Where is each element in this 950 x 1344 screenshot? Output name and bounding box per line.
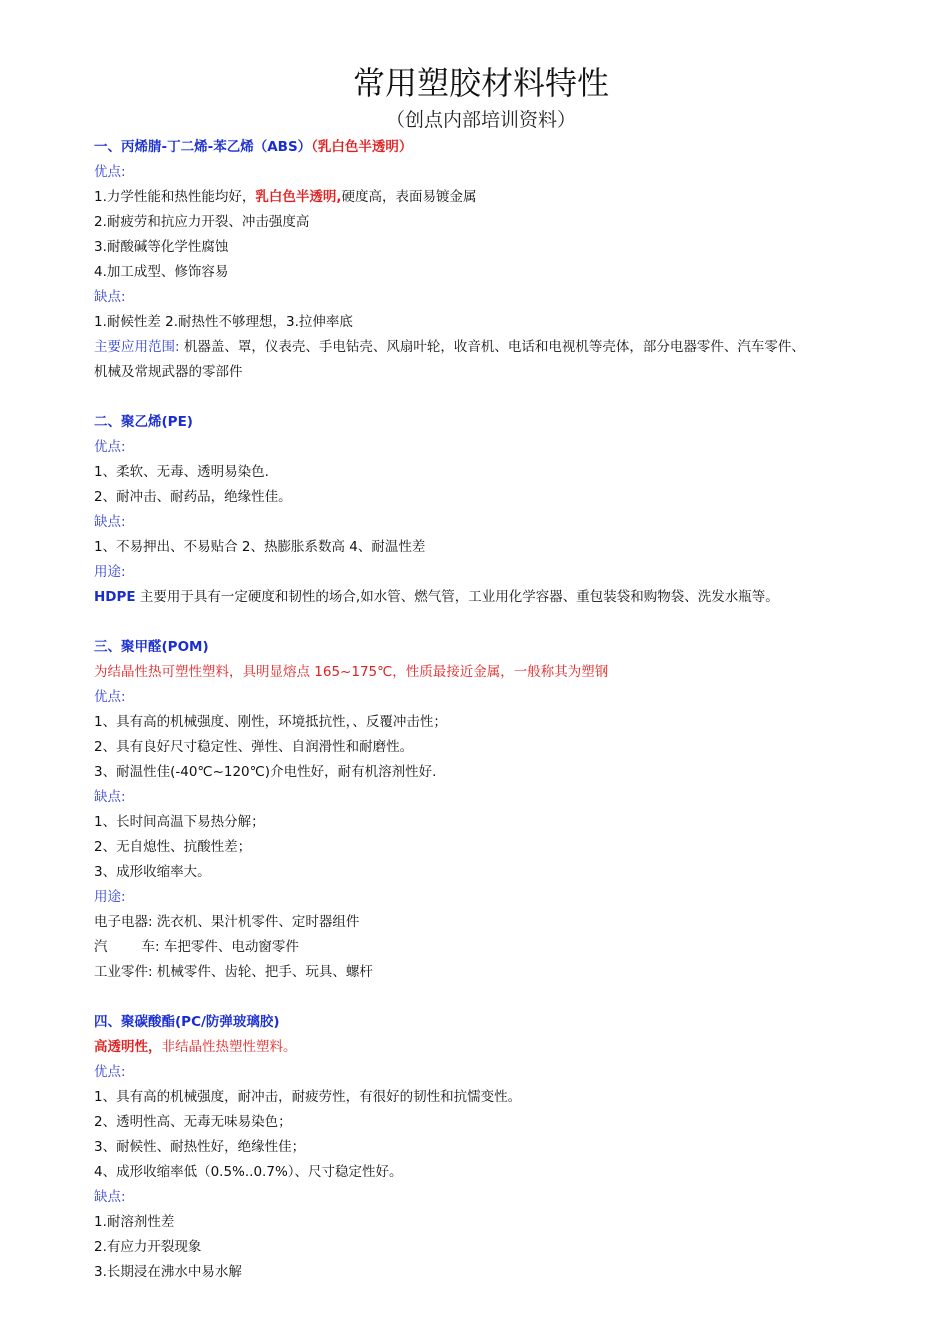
- abs-adv1-text-a: 1.力学性能和热性能均好，: [94, 189, 256, 205]
- pom-disadvantage-2: 2、无自熄性、抗酸性差；: [94, 839, 252, 855]
- abs-usage-line: [94, 335, 894, 360]
- pom-usage-auto-text: 车把零件、电动窗零件: [159, 939, 299, 955]
- pc-disadvantage-2: 2.有应力开裂现象: [94, 1239, 202, 1255]
- pom-usage-industry-label: 工业零件:: [94, 964, 153, 980]
- abs-advantage-3: 3.耐酸碱等化学性腐蚀: [94, 239, 229, 255]
- pe-disadvantages-label: 缺点:: [94, 514, 126, 530]
- abs-disadvantages-label: 缺点:: [94, 289, 126, 305]
- abs-heading-note: （乳白色半透明）: [311, 139, 413, 155]
- pc-advantage-2: 2、透明性高、无毒无味易染色；: [94, 1114, 292, 1130]
- abs-advantage-2: 2.耐疲劳和抗应力开裂、冲击强度高: [94, 214, 310, 230]
- abs-adv1-highlight: 乳白色半透明,: [255, 189, 342, 205]
- pc-advantage-1: 1、具有高的机械强度，耐冲击，耐疲劳性，有很好的韧性和抗懦变性。: [94, 1089, 522, 1105]
- section-spacer: [94, 610, 894, 635]
- document-body: [94, 135, 894, 1285]
- pom-disadvantages-label: 缺点:: [94, 789, 126, 805]
- document-subtitle: （创点内部培训资料）: [385, 109, 576, 131]
- pc-disadvantage-1: 1.耐溶剂性差: [94, 1214, 175, 1230]
- pc-note-text: 非结晶性热塑性塑料。: [161, 1039, 297, 1055]
- abs-usage-text: 机器盖、罩，仪表壳、手电钻壳、风扇叶轮，收音机、电话和电视机等壳体，部分电器零件、汽车零件、: [179, 339, 805, 355]
- pe-advantage-1: 1、柔软、无毒、透明易染色.: [94, 464, 269, 480]
- pom-usage-auto: [94, 935, 894, 960]
- pe-advantages-label: 优点:: [94, 439, 126, 455]
- pom-usage-auto-label-a: 汽: [94, 939, 108, 955]
- section-spacer: [94, 385, 894, 410]
- pc-disadvantages-label: 缺点:: [94, 1189, 126, 1205]
- pom-disadvantage-3: 3、成形收缩率大。: [94, 864, 211, 880]
- pom-heading: 三、聚甲醛(POM): [94, 639, 209, 655]
- pom-advantage-2: 2、具有良好尺寸稳定性、弹性、自润滑性和耐磨性。: [94, 739, 414, 755]
- pe-disadvantage-1: 1、不易押出、不易贴合 2、热膨胀系数高 4、耐温性差: [94, 539, 426, 555]
- pom-usage-electronics-text: 洗衣机、果汁机零件、定时器组件: [152, 914, 360, 930]
- pc-disadvantage-3: 3.长期浸在沸水中易水解: [94, 1264, 242, 1280]
- pom-note: 为结晶性热可塑性塑料，具明显熔点 165~175℃，性质最接近金属，一般称其为塑钢: [94, 664, 609, 680]
- abs-adv1-text-c: 硬度高，表面易镀金属: [341, 189, 477, 205]
- abs-advantage-1: [94, 185, 894, 210]
- pom-usage-auto-label-b: 车:: [141, 939, 160, 955]
- pom-advantage-3: 3、耐温性佳(-40℃~120℃)介电性好，耐有机溶剂性好.: [94, 764, 437, 780]
- pc-advantage-4: 4、成形收缩率低（0.5%..0.7%）、尺寸稳定性好。: [94, 1164, 403, 1180]
- pom-advantage-1: 1、具有高的机械强度、刚性，环境抵抗性，、反覆冲击性；: [94, 714, 447, 730]
- abs-disadvantage-1: 1.耐候性差 2.耐热性不够理想，3.拉伸率底: [94, 314, 353, 330]
- abs-usage-label: 主要应用范围:: [94, 339, 180, 355]
- section-spacer: [94, 985, 894, 1010]
- pom-disadvantage-1: 1、长时间高温下易热分解；: [94, 814, 265, 830]
- abs-advantages-label: 优点:: [94, 164, 126, 180]
- abs-heading: 一、丙烯腈-丁二烯-苯乙烯（ABS）: [94, 139, 312, 155]
- pom-usage-industry-text: 机械零件、齿轮、把手、玩具、螺杆: [152, 964, 373, 980]
- abs-advantage-4: 4.加工成型、修饰容易: [94, 264, 229, 280]
- pom-usage-label: 用途:: [94, 889, 126, 905]
- pe-advantage-2: 2、耐冲击、耐药品，绝缘性佳。: [94, 489, 292, 505]
- abs-heading-line: [94, 135, 894, 160]
- pc-note-highlight: 高透明性，: [94, 1039, 162, 1055]
- pom-usage-electronics: [94, 910, 894, 935]
- pc-advantage-3: 3、耐候性、耐热性好，绝缘性佳；: [94, 1139, 306, 1155]
- document-title: 常用塑胶材料特性: [352, 64, 609, 102]
- pe-usage-prefix: HDPE: [94, 589, 136, 605]
- pom-usage-electronics-label: 电子电器:: [94, 914, 153, 930]
- pe-usage-label: 用途:: [94, 564, 126, 580]
- pe-heading: 二、聚乙烯(PE): [94, 414, 193, 430]
- pom-advantages-label: 优点:: [94, 689, 126, 705]
- pom-usage-industry: [94, 960, 894, 985]
- pe-usage-text: 主要用于具有一定硬度和韧性的场合,如水管、燃气管，工业用化学容器、重包装袋和购物袋、洗发水瓶等。: [135, 589, 779, 605]
- pc-advantages-label: 优点:: [94, 1064, 126, 1080]
- pc-note: [94, 1035, 894, 1060]
- abs-usage-text-2: 机械及常规武器的零部件: [94, 364, 243, 380]
- pc-heading: 四、聚碳酸酯(PC/防弹玻璃胶): [94, 1014, 280, 1030]
- pe-usage-line: [94, 585, 894, 610]
